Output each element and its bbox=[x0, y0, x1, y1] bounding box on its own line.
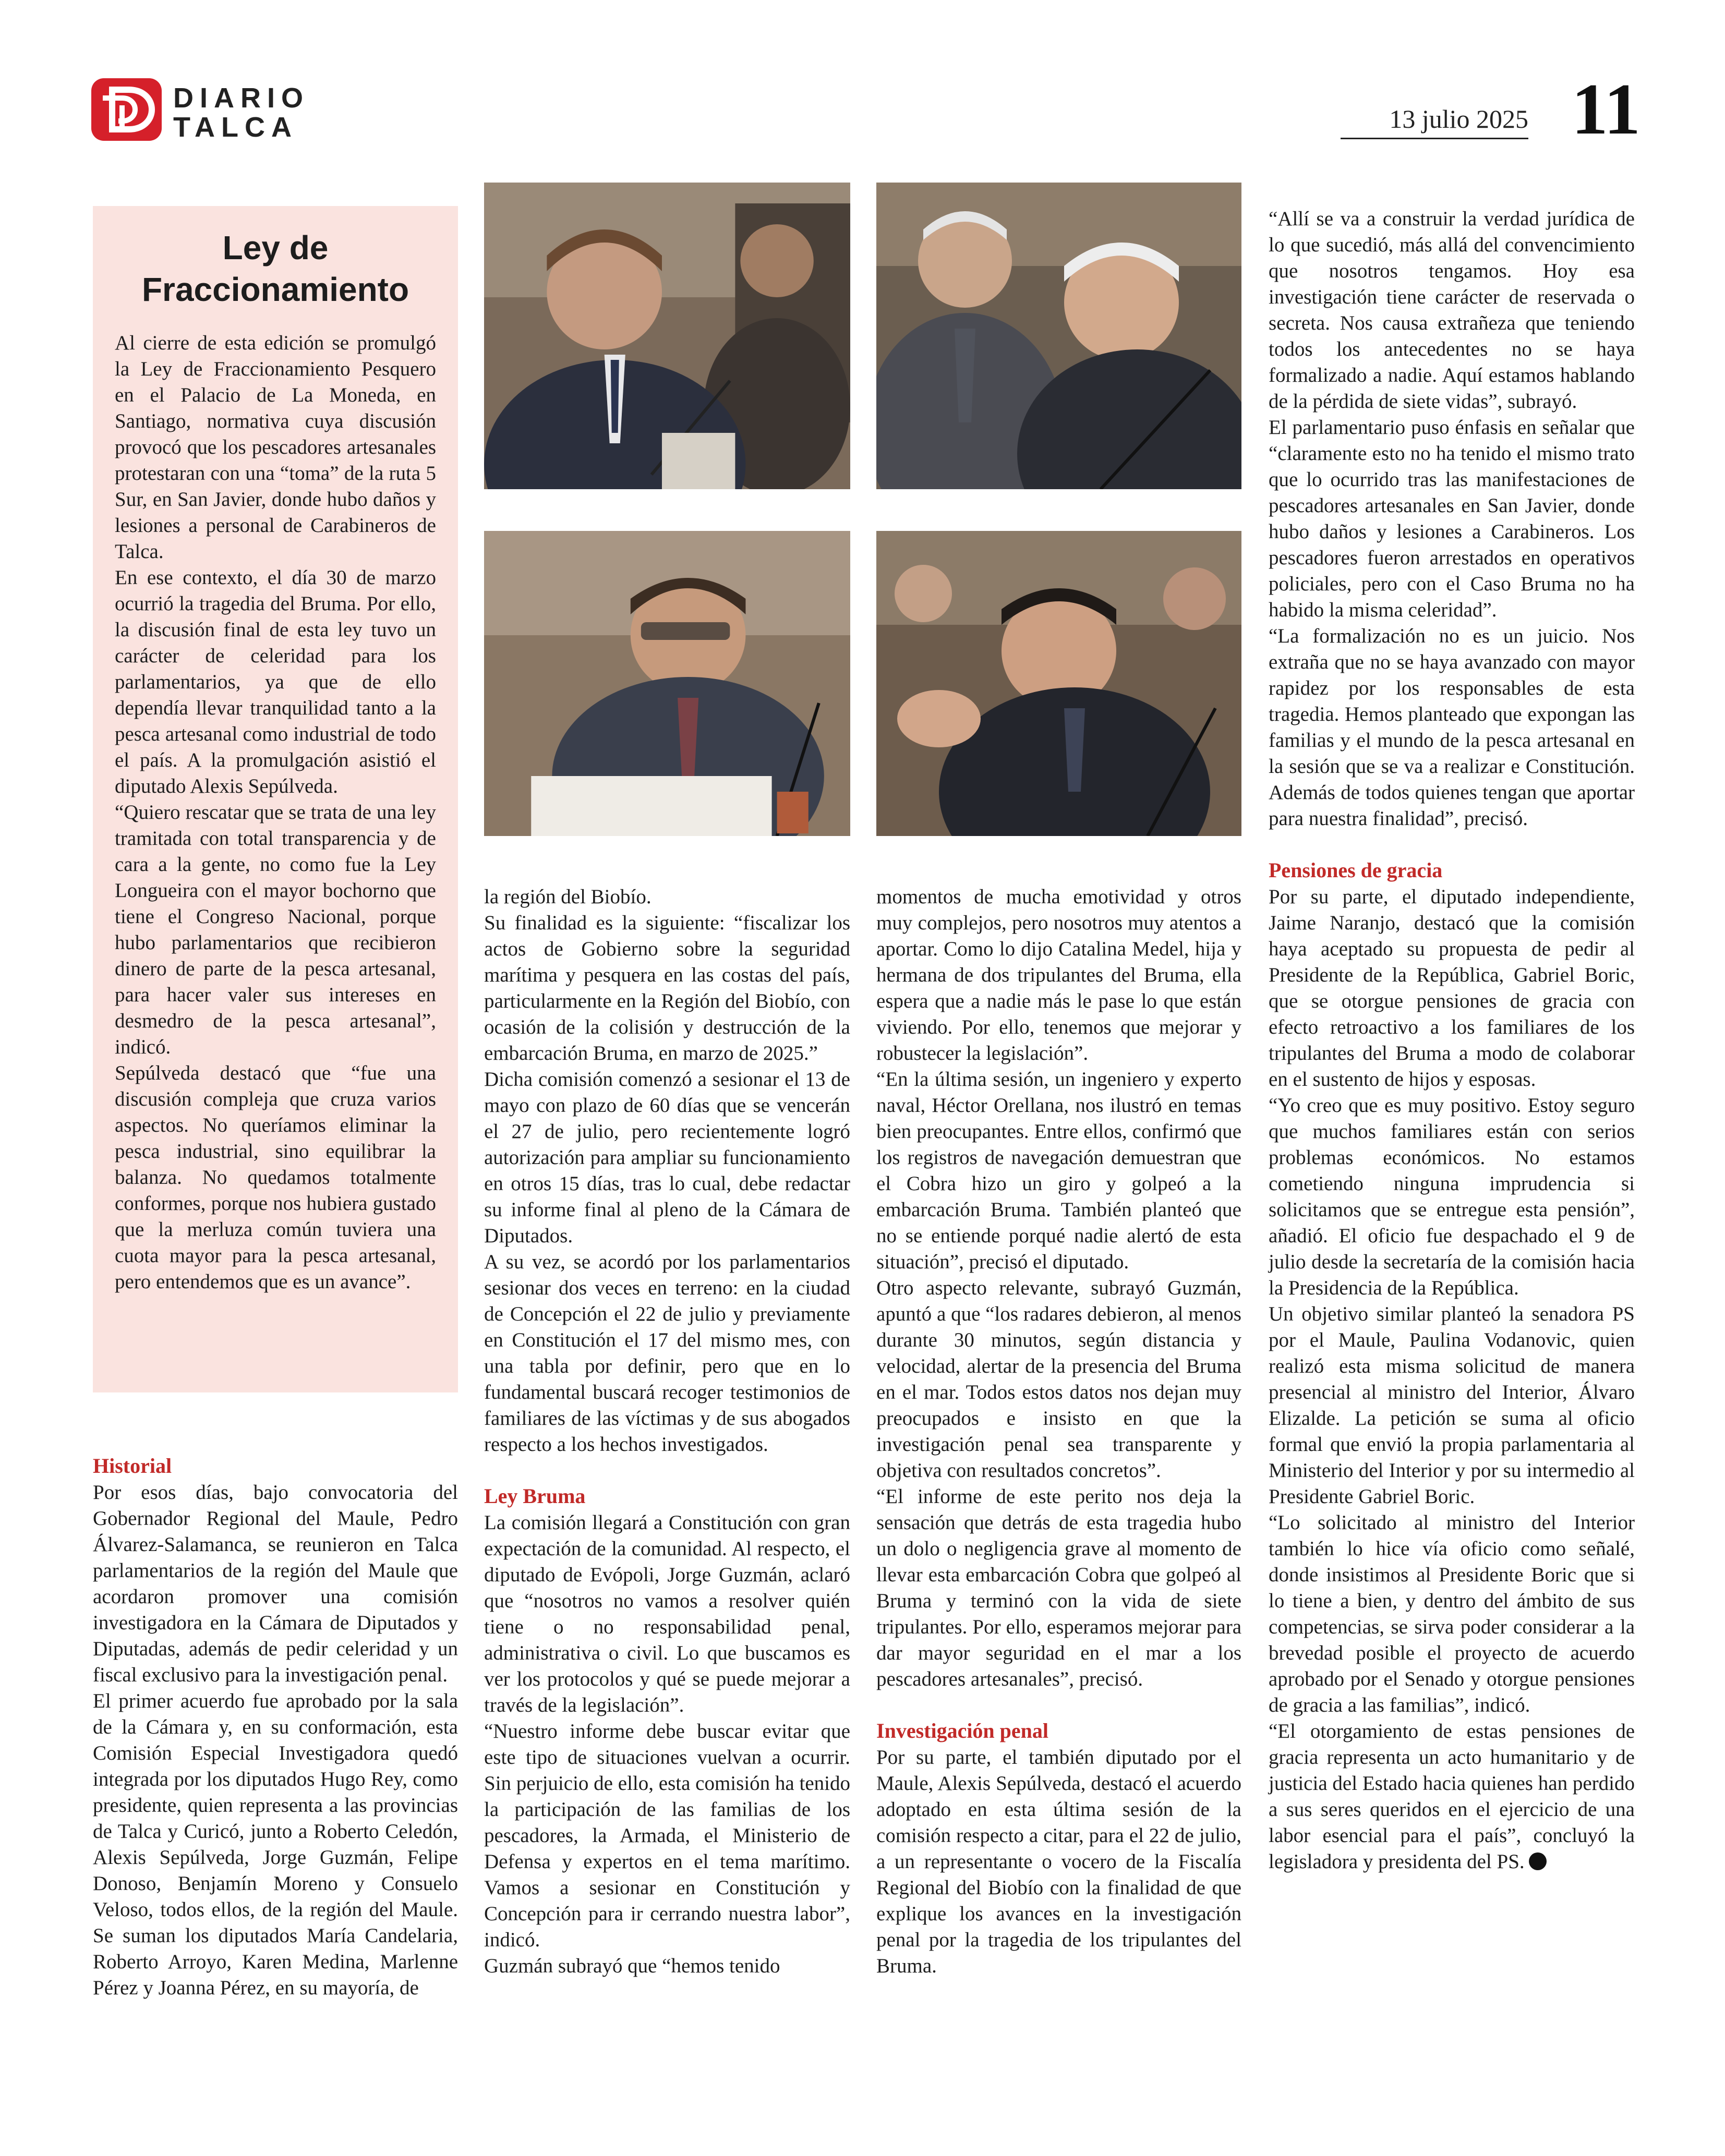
body-paragraph: Por su parte, el diputado independiente, Jaime Naranjo, destacó que la comisión haya aceptado su propuesta de pedir al Presidente de la República, Gabriel Boric, que se otorgue pensiones de gracia con efecto retroactivo a los familiares de los tripulantes del Bruma a modo de colaborar en el sustento de hijos y esposas. bbox=[1269, 886, 1635, 1091]
article-column-2 bbox=[484, 884, 850, 1979]
article-column-1 bbox=[93, 1452, 458, 2001]
body-paragraph: “Nuestro informe debe buscar evitar que este tipo de situaciones vuelvan a ocurrir. Sin perjuicio de ello, esta comisión ha tenido la participación de las familias de los pescadores, la Armada, el Ministerio de Defensa y expertos en el tema marítimo. Vamos a sesionar en Constitución y Concepción para ir cerrando nuestra labor”, indicó. bbox=[484, 1720, 850, 1951]
body-paragraph: El parlamentario puso énfasis en señalar que “claramente esto no ha tenido el mismo trato que lo ocurrido tras las manifestaciones de pescadores artesanales en San Javier, donde hubo daños y lesiones a Carabineros. Los pescadores fueron arrestados en operativos policiales, pero con el Caso Bruma no ha habido la misma celeridad”. bbox=[1269, 416, 1635, 621]
body-paragraph: “Yo creo que es muy positivo. Estoy seguro que muchos familiares están con serios problemas económicos. No estamos cometiendo ninguna imprudencia si solicitamos que se entregue esta pensión”, añadió. El oficio fue despachado el 9 de julio desde la secretaría de la comisión hacia la Presidencia de la República. bbox=[1269, 1094, 1635, 1299]
page-number: 11 bbox=[1571, 69, 1640, 150]
masthead-logotype bbox=[173, 83, 340, 142]
diario-talca-logo-icon bbox=[91, 78, 162, 141]
photo-deputy-gesturing bbox=[876, 531, 1241, 836]
body-paragraph: Dicha comisión comenzó a sesionar el 13 de mayo con plazo de 60 días que se vencerán el 27 de julio, pero recientemente logró autorización para ampliar su funcionamiento en otros 15 días, tras lo cual, debe redactar su informe final al pleno de la Cámara de Diputados. bbox=[484, 1068, 850, 1247]
issue-date: 13 julio 2025 bbox=[1341, 103, 1528, 139]
body-paragraph: Por esos días, bajo convocatoria del Gobernador Regional del Maule, Pedro Álvarez-Salamanca, se reunieron en Talca parlamentarios de la región del Maule que acordaron promover una comisión investigadora en la Cámara de Diputados y Diputadas, además de pedir celeridad y un fiscal exclusivo para la investigación penal. bbox=[93, 1481, 458, 1686]
section-gap bbox=[1269, 832, 1635, 857]
body-paragraph: A su vez, se acordó por los parlamentarios sesionar dos veces en terreno: en la ciudad de Concepción el 22 de julio y previamente en Constitución el 17 del mismo mes, con una tabla por definir, pero que en lo fundamental buscará recoger testimonios de familiares de las víctimas y de sus abogados respecto a los hechos investigados. bbox=[484, 1251, 850, 1456]
sidebar-paragraph: Al cierre de esta edición se promulgó la Ley de Fraccionamiento Pesquero en el Palacio de La Moneda, en Santiago, normativa cuya discusión provocó que los pescadores artesanales protestaran con una “toma” de la ruta 5 Sur, en San Javier, donde hubo daños y lesiones a personal de Carabineros de Talca. bbox=[115, 332, 436, 563]
body-paragraph: Por su parte, el también diputado por el Maule, Alexis Sepúlveda, destacó el acuerdo adoptado en esta última sesión de la comisión respecto a citar, para el 22 de julio, a un representante o vocero de la Fiscalía Regional del Biobío con la finalidad de que explique los avances en la investigación penal por la tragedia de los tripulantes del Bruma. bbox=[876, 1746, 1241, 1977]
end-of-article-dot-icon bbox=[1529, 1852, 1547, 1870]
subheading-pensiones-de-gracia: Pensiones de gracia bbox=[1269, 858, 1443, 882]
photo-deputies-seated bbox=[876, 183, 1241, 489]
body-paragraph: “El informe de este perito nos deja la sensación que detrás de esta tragedia hubo un dolo o negligencia grave al momento de llevar esta embarcación Cobra que golpeó al Bruma y terminó con la vida de siete tripulantes. Por ello, esperamos mejorar para dar mayor seguridad en el mar a los pescadores artesanales”, precisó. bbox=[876, 1485, 1241, 1690]
photo-deputy-writing bbox=[484, 531, 850, 836]
body-paragraph: El primer acuerdo fue aprobado por la sala de la Cámara y, en su conformación, esta Comisión Especial Investigadora quedó integrada por los diputados Hugo Rey, como presidente, quien representa a las provincias de Talca y Curicó, junto a Roberto Celedón, Alexis Sepúlveda, Jorge Guzmán, Felipe Donoso, Benjamín Moreno y Consuelo Veloso, todos ellos, de la región del Maule. Se suman los diputados María Candelaria, Roberto Arroyo, Karen Medina, Marlenne Pérez y Joanna Pérez, en su mayoría, de bbox=[93, 1690, 458, 1999]
sidebar-title: Ley de Fraccionamiento bbox=[141, 229, 409, 308]
body-paragraph: la región del Biobío. bbox=[484, 886, 652, 908]
subheading-ley-bruma: Ley Bruma bbox=[484, 1484, 586, 1508]
subheading-historial: Historial bbox=[93, 1454, 172, 1477]
photo-deputy-speaking bbox=[484, 183, 850, 489]
final-paragraph-text: “El otorgamiento de estas pensiones de gracia representa un acto humanitario y de justicia del Estado hacia quienes han perdido a sus seres queridos en el ejercicio de una labor esencial para el país”, concluyó la legisladora y presidenta del PS. bbox=[1269, 1720, 1635, 1873]
body-paragraph: “Allí se va a construir la verdad jurídica de lo que sucedió, más allá del convencimiento que nosotros tengamos. Hoy esa investigación tiene carácter de reservada o secreta. Nos causa extrañeza que teniendo todos los antecedentes no se haya formalizado a nadie. Aquí estamos hablando de la pérdida de siete vidas”, subrayó. bbox=[1269, 208, 1635, 413]
subheading-investigacion-penal: Investigación penal bbox=[876, 1719, 1049, 1742]
section-gap bbox=[876, 1692, 1241, 1717]
body-paragraph: Un objetivo similar planteó la senadora PS por el Maule, Paulina Vodanovic, quien realizó esta misma solicitud de manera presencial al ministro del Interior, Álvaro Elizalde. La petición se suma al oficio formal que envió la propia parlamentaria al Ministerio del Interior y por su intermedio al Presidente Gabriel Boric. bbox=[1269, 1303, 1635, 1508]
sidebar-paragraph: Sepúlveda destacó que “fue una discusión compleja que cruza varios aspectos. No queríamos eliminar la pesca industrial, sino equilibrar la balanza. No quedamos totalmente conformes, porque nos hubiera gustado que la merluza común tuviera una cuota mayor para la pesca artesanal, pero entendemos que es un avance”. bbox=[115, 1062, 436, 1293]
body-paragraph: “Lo solicitado al ministro del Interior también lo hice vía oficio como señalé, donde insistimos al Presidente Boric que si lo tiene a bien, y dentro del ámbito de sus competencias, se sirva poder considerar a la brevedad posible el proyecto de acuerdo aprobado por el Senado y otorgue pensiones de gracia a las familias”, indicó. bbox=[1269, 1511, 1635, 1716]
sidebar-paragraph: En ese contexto, el día 30 de marzo ocurrió la tragedia del Bruma. Por ello, la discusión final de esta ley tuvo un carácter de celeridad para los parlamentarios, ya que de ello dependía llevar tranquilidad tanto a la pesca artesanal como industrial de todo el país. A la promulgación asistió el diputado Alexis Sepúlveda. bbox=[115, 566, 436, 797]
body-paragraph: Guzmán subrayó que “hemos tenido bbox=[484, 1955, 780, 1977]
section-gap bbox=[484, 1458, 850, 1483]
logo-line-diario: DIARIO bbox=[173, 82, 309, 114]
body-paragraph: “La formalización no es un juicio. Nos extraña que no se haya avanzado con mayor rapidez por los responsables de esta tragedia. Hemos planteado que expongan las familias y el mundo de la pesca artesanal en la sesión que se va a realizar e Constitución. Además de todos quienes tengan que aportar para nuestra finalidad”, precisó. bbox=[1269, 625, 1635, 830]
sidebar-paragraph: “Quiero rescatar que se trata de una ley tramitada con total transparencia y de cara a la gente, no como fue la Ley Longueira con el mayor bochorno que tiene el Congreso Nacional, porque hubo parlamentarios que recibieron dinero de parte de la pesca artesanal, para hacer valer sus intereses en desmedro de la pesca artesanal”, indicó. bbox=[115, 801, 436, 1058]
logo-line-talca: TALCA bbox=[173, 112, 298, 143]
sidebar-box-ley-fraccionamiento bbox=[93, 206, 458, 1392]
body-paragraph: Otro aspecto relevante, subrayó Guzmán, apuntó a que “los radares debieron, al menos durante 30 minutos, según distancia y velocidad, alertar de la presencia del Bruma en el mar. Todos estos datos nos dejan muy preocupados e insisto en que la investigación penal sea transparente y objetiva con resultados concretos”. bbox=[876, 1277, 1241, 1482]
body-paragraph: momentos de mucha emotividad y otros muy complejos, pero nosotros muy atentos a aportar. Como lo dijo Catalina Medel, hija y hermana de dos tripulantes del Bruma, ella espera que a nadie más le pase lo que están viviendo. Por ello, tenemos que mejorar y robustecer la legislación”. bbox=[876, 886, 1241, 1064]
body-paragraph: “En la última sesión, un ingeniero y experto naval, Héctor Orellana, nos ilustró en temas bien preocupantes. Entre ellos, confirmó que los registros de navegación demuestran que el Cobra hizo un giro y golpeó a la embarcación Bruma. También planteó que no se entiende porqué nadie alertó de esta situación”, precisó el diputado. bbox=[876, 1068, 1241, 1273]
article-column-4 bbox=[1269, 206, 1635, 1875]
body-paragraph: Su finalidad es la siguiente: “fiscalizar los actos de Gobierno sobre la seguridad marítima y pesquera en las costas del país, particularmente en la Región del Biobío, con ocasión de la colisión y destrucción de la embarcación Bruma, en marzo de 2025.” bbox=[484, 912, 850, 1064]
body-paragraph-final bbox=[1269, 1718, 1635, 1875]
body-paragraph: La comisión llegará a Constitución con gran expectación de la comunidad. Al respecto, el diputado de Evópoli, Jorge Guzmán, aclaró que “nosotros no vamos a resolver quién tiene o no responsabilidad penal, administrativa o civil. Lo que buscamos es ver los protocolos y qué se puede mejorar a través de la legislación”. bbox=[484, 1511, 850, 1716]
article-column-3 bbox=[876, 884, 1241, 1979]
